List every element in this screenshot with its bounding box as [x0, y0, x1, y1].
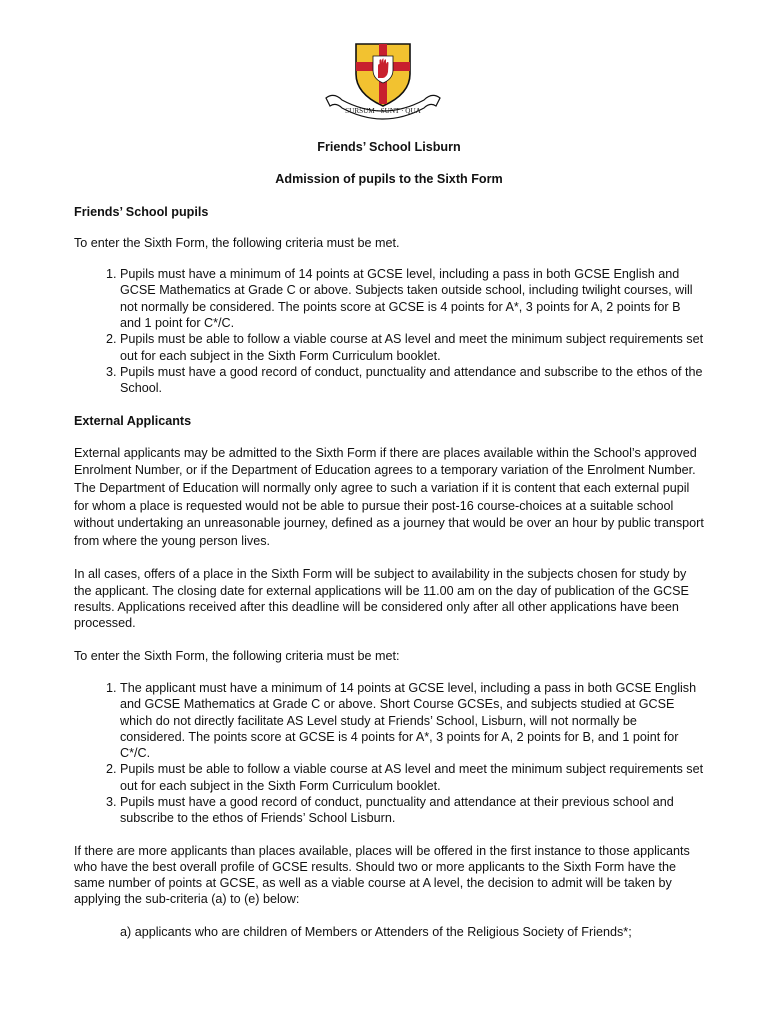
list-item: 3. Pupils must have a good record of conduct, punctuality and attendance and subscribe to the ethos of the School.: [120, 364, 704, 397]
external-paragraph-3: If there are more applicants than places available, places will be offered in the first instance to those applicants who have the best overall profile of GCSE results. Should two or more applicants to the Sixth Form have the same number of points at GCSE, as well as a viable course at A level, the decision to admit will be taken by applying the sub-criteria (a) to (e) below:: [74, 843, 690, 907]
external-paragraph-2: In all cases, offers of a place in the Sixth Form will be subject to availability in the subjects chosen for study by the applicant. The closing date for external applications will be 11.00 am on the day of publication of the GCSE results. Applications received after this deadline will be considered only after all other applications have been processed.: [74, 567, 689, 631]
list-item: 1. Pupils must have a minimum of 14 points at GCSE level, including a pass in both GCSE English and GCSE Mathematics at Grade C or above. Subjects taken outside school, including twilight courses, will not normally be considered. The points score at GCSE is 4 points for A*, 3 points for A, 2 points for B and 1 point for C*/C.: [120, 266, 704, 331]
section-heading-external-applicants: External Applicants: [74, 413, 192, 428]
section-heading-friends-pupils: Friends’ School pupils: [74, 204, 209, 219]
crest-motto: SURSUM · SUNT · QUA: [345, 107, 421, 115]
school-crest-logo: [320, 40, 446, 122]
document-body: [74, 139, 704, 940]
external-paragraph-1: External applicants may be admitted to the Sixth Form if there are places available within the School’s approved Enrolment Number, or if the Department of Education agrees to a temporary variation of the Enrolment Number. The Department of Education will normally only agree to such a variation if it is content that each external pupil for whom a place is requested would not be able to pursue their post-16 course-choices at a suitable school without undertaking an unreasonable journey, defined as a journey that would be over an hour by public transport from where the young person lives.: [74, 445, 704, 548]
page-subtitle: Admission of pupils to the Sixth Form: [275, 172, 503, 187]
section2-intro: To enter the Sixth Form, the following criteria must be met:: [74, 648, 400, 663]
section2-criteria-list: [74, 680, 704, 827]
list-item: 2. Pupils must be able to follow a viable course at AS level and meet the minimum subject requirements set out for each subject in the Sixth Form Curriculum booklet.: [120, 761, 704, 794]
page-title: Friends’ School Lisburn: [317, 140, 461, 154]
sub-criterion-a: a) applicants who are children of Members or Attenders of the Religious Society of Friends*;: [120, 924, 632, 939]
list-item: 1. The applicant must have a minimum of 14 points at GCSE level, including a pass in both GCSE English and GCSE Mathematics at Grade C or above. Short Course GCSEs, and subjects studied at GCSE which do not directly facilitate AS Level study at Friends’ School, Lisburn, will not normally be considered. The points score at GCSE is 4 points for A*, 3 points for A, 2 points for B, and 1 point for C*/C.: [120, 680, 704, 761]
section1-intro: To enter the Sixth Form, the following criteria must be met.: [74, 235, 400, 250]
list-item: 3. Pupils must have a good record of conduct, punctuality and attendance at their previous school and subscribe to the ethos of Friends’ School Lisburn.: [120, 794, 704, 827]
list-item: 2. Pupils must be able to follow a viable course at AS level and meet the minimum subject requirements set out for each subject in the Sixth Form Curriculum booklet.: [120, 331, 704, 364]
section1-criteria-list: [74, 266, 704, 396]
